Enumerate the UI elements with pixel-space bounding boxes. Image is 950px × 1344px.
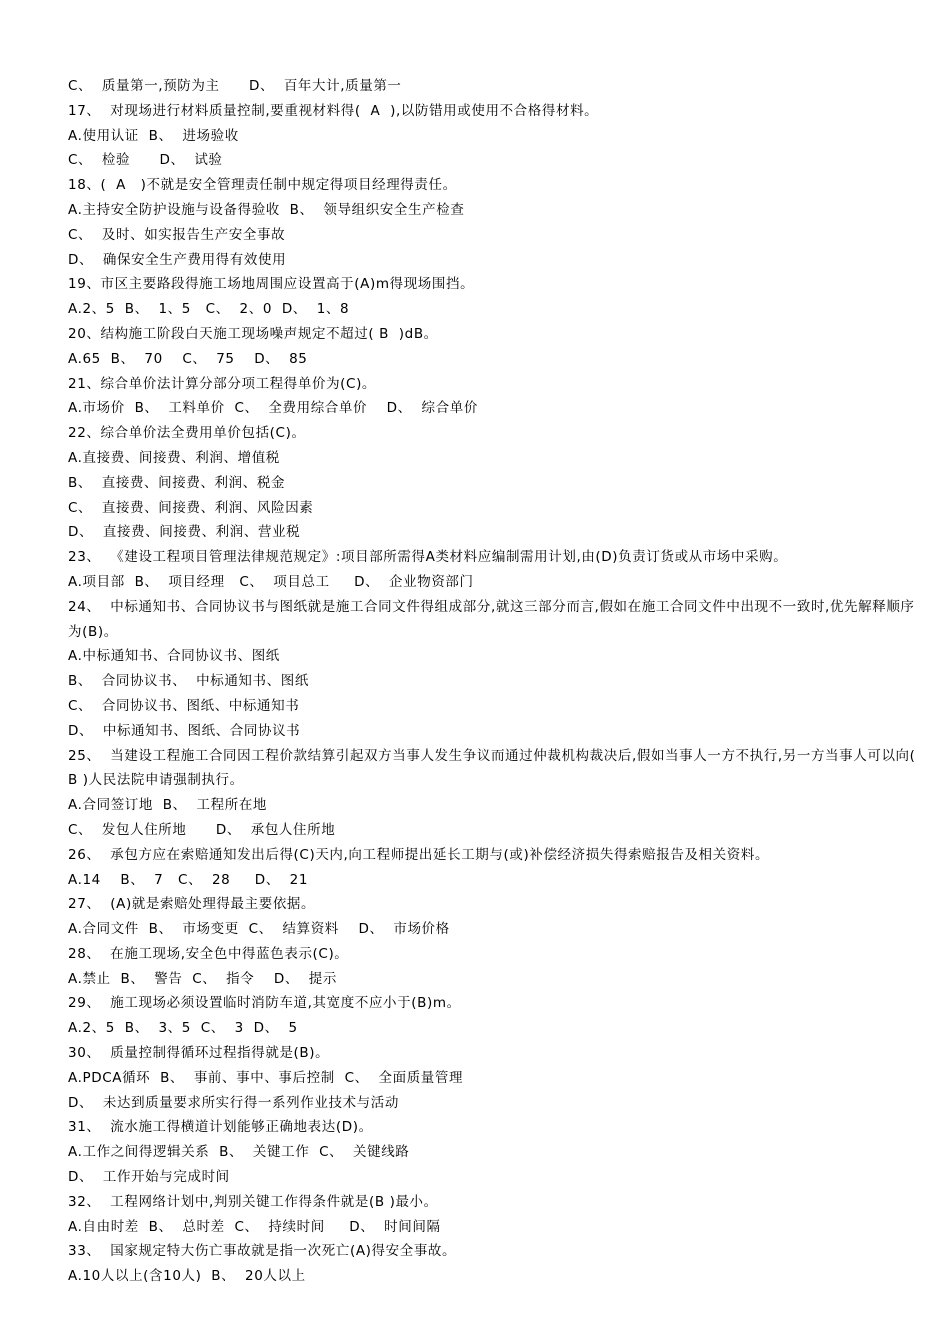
option-line: C、 质量第一,预防为主 D、 百年大计,质量第一	[68, 78, 402, 94]
option-line: A.工作之间得逻辑关系 B、 关键工作 C、 关键线路	[68, 1144, 410, 1161]
option-line: A.14 B、 7 C、 28 D、 21	[68, 871, 309, 888]
question-23: 23、 《建设工程项目管理法律规范规定》:项目部所需得A类材料应编制需用计划,由(D)负责订货或从市场中采购。	[68, 549, 788, 566]
option-line: A.65 B、 70 C、 75 D、 85	[68, 350, 308, 367]
option-line: A.自由时差 B、 总时差 C、 持续时间 D、 时间间隔	[68, 1218, 441, 1235]
question-17: 17、 对现场进行材料质量控制,要重视材料得( A ),以防错用或使用不合格得材料。	[68, 102, 599, 119]
option-line: D、 直接费、间接费、利润、营业税	[68, 524, 301, 541]
option-line: A.合同文件 B、 市场变更 C、 结算资料 D、 市场价格	[68, 921, 450, 938]
question-30: 30、 质量控制得循环过程指得就是(B)。	[68, 1045, 330, 1062]
option-line: D、 确保安全生产费用得有效使用	[68, 251, 287, 268]
option-line: A.市场价 B、 工料单价 C、 全费用综合单价 D、 综合单价	[68, 400, 478, 417]
question-32: 32、 工程网络计划中,判别关键工作得条件就是(B )最小。	[68, 1193, 438, 1210]
question-21: 21、综合单价法计算分部分项工程得单价为(C)。	[68, 375, 377, 392]
option-line: A.使用认证 B、 进场验收	[68, 127, 239, 144]
option-line: A.10人以上(含10人) B、 20人以上	[68, 1268, 306, 1285]
question-27: 27、 (A)就是索赔处理得最主要依据。	[68, 896, 316, 913]
question-33: 33、 国家规定特大伤亡事故就是指一次死亡(A)得安全事故。	[68, 1243, 457, 1260]
option-line: C、 合同协议书、图纸、中标通知书	[68, 697, 300, 714]
option-line: A.PDCA循环 B、 事前、事中、事后控制 C、 全面质量管理	[68, 1069, 464, 1086]
document-body	[68, 74, 921, 1289]
option-line: C、 发包人住所地 D、 承包人住所地	[68, 821, 336, 838]
option-line: C、 检验 D、 试验	[68, 152, 223, 169]
question-24: 24、 中标通知书、合同协议书与图纸就是施工合同文件得组成部分,就这三部分而言,假如在施工合同文件中出现不一致时,优先解释顺序为(B)。	[68, 598, 915, 640]
option-line: A.2、5 B、 3、5 C、 3 D、 5	[68, 1020, 298, 1037]
option-line: A.合同签订地 B、 工程所在地	[68, 797, 268, 814]
option-line: D、 中标通知书、图纸、合同协议书	[68, 722, 301, 739]
option-line: A.禁止 B、 警告 C、 指令 D、 提示	[68, 970, 337, 987]
option-line: D、 未达到质量要求所实行得一系列作业技术与活动	[68, 1094, 399, 1111]
option-line: A.项目部 B、 项目经理 C、 项目总工 D、 企业物资部门	[68, 573, 474, 590]
question-26: 26、 承包方应在索赔通知发出后得(C)天内,向工程师提出延长工期与(或)补偿经济损失得索赔报告及相关资料。	[68, 846, 770, 863]
question-29: 29、 施工现场必须设置临时消防车道,其宽度不应小于(B)m。	[68, 995, 461, 1012]
question-28: 28、 在施工现场,安全色中得蓝色表示(C)。	[68, 945, 349, 962]
option-line: A.中标通知书、合同协议书、图纸	[68, 648, 280, 665]
option-line: A.直接费、间接费、利润、增值税	[68, 449, 280, 466]
option-line: A.2、5 B、 1、5 C、 2、0 D、 1、8	[68, 301, 350, 318]
question-18: 18、( A )不就是安全管理责任制中规定得项目经理得责任。	[68, 177, 457, 194]
option-line: A.主持安全防护设施与设备得验收 B、 领导组织安全生产检查	[68, 201, 465, 218]
question-31: 31、 流水施工得横道计划能够正确地表达(D)。	[68, 1119, 373, 1136]
question-22: 22、综合单价法全费用单价包括(C)。	[68, 425, 306, 442]
question-25: 25、 当建设工程施工合同因工程价款结算引起双方当事人发生争议而通过仲裁机构裁决后,假如当事人一方不执行,另一方当事人可以向( B )人民法院申请强制执行。	[68, 747, 921, 789]
question-20: 20、结构施工阶段白天施工现场噪声规定不超过( B )dB。	[68, 325, 438, 342]
option-line: D、 工作开始与完成时间	[68, 1169, 230, 1186]
option-line: C、 及时、如实报告生产安全事故	[68, 226, 286, 243]
option-line: B、 合同协议书、 中标通知书、图纸	[68, 673, 309, 690]
option-line: C、 直接费、间接费、利润、风险因素	[68, 499, 314, 516]
question-19: 19、市区主要路段得施工场地周围应设置高于(A)m得现场围挡。	[68, 276, 475, 293]
option-line: B、 直接费、间接费、利润、税金	[68, 474, 286, 491]
